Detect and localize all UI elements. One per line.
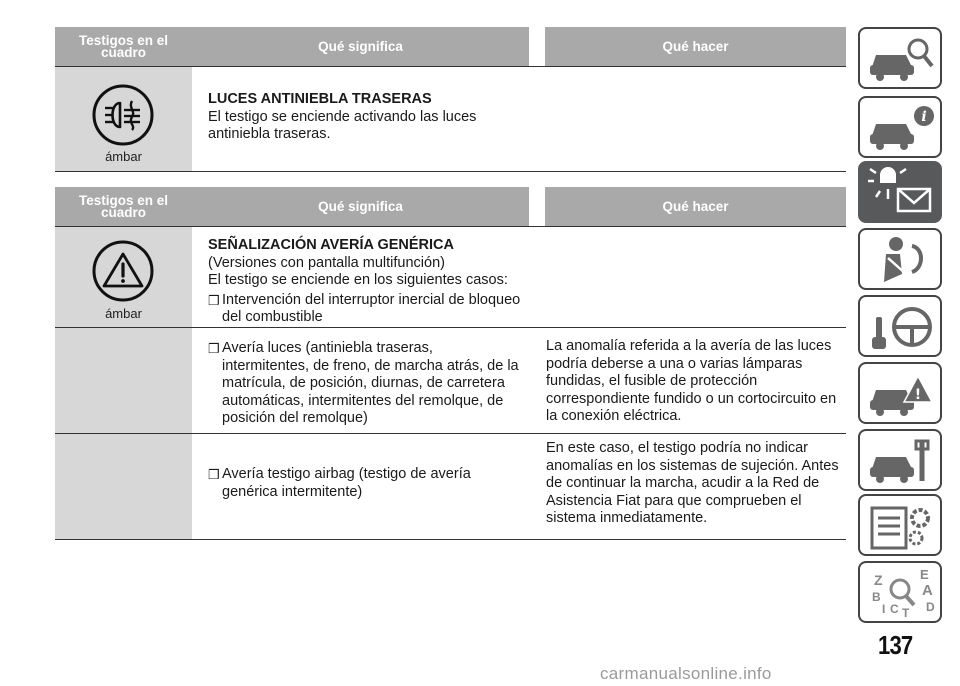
action-cell: En este caso, el testigo podría no indicar anomalías en los sistemas de sujeción. Antes de continuar la marcha, acudir a la Red de Asistencia Fiat para que comprueben el sistema inmediatamente. bbox=[546, 440, 839, 526]
warning-description: El testigo se enciende activando las luces antiniebla traseras. bbox=[208, 108, 477, 142]
tab-emergency[interactable] bbox=[858, 362, 942, 424]
page-number: 137 bbox=[878, 630, 913, 660]
table-header bbox=[55, 187, 846, 227]
icon-cell bbox=[55, 67, 192, 171]
checkbox-bullet-icon: ❒ bbox=[208, 341, 220, 356]
header-gap bbox=[529, 27, 545, 66]
index-letter: Z bbox=[874, 572, 883, 588]
table-row bbox=[55, 434, 846, 540]
header-action: Qué hacer bbox=[545, 27, 846, 66]
meaning-cell bbox=[192, 328, 529, 433]
index-letter: I bbox=[882, 602, 886, 616]
tab-car-info[interactable] bbox=[858, 96, 942, 158]
icon-color-label: ámbar bbox=[105, 149, 142, 164]
header-meaning: Qué significa bbox=[192, 27, 529, 66]
tab-index[interactable] bbox=[858, 561, 942, 623]
table-header bbox=[55, 27, 846, 67]
svg-text:i: i bbox=[921, 109, 927, 125]
header-action: Qué hacer bbox=[545, 187, 846, 226]
header-warning-lights: Testigos en el cuadro bbox=[55, 187, 192, 226]
table-row bbox=[55, 67, 846, 172]
tab-safety[interactable] bbox=[858, 228, 942, 290]
tab-starting-driving[interactable] bbox=[858, 295, 942, 357]
watermark: carmanualsonline.info bbox=[600, 664, 772, 683]
icon-color-label: ámbar bbox=[105, 306, 142, 321]
icon-cell bbox=[55, 434, 192, 539]
meaning-cell bbox=[192, 227, 529, 327]
checkbox-bullet-icon: ❒ bbox=[208, 467, 220, 482]
index-letter: A bbox=[922, 582, 933, 599]
meaning-cell bbox=[192, 434, 529, 539]
list-item: ❒ Intervención del interruptor inercial de bloqueo del combustible bbox=[208, 291, 521, 325]
warning-table-generic-failure bbox=[55, 187, 846, 540]
car-emergency-icon bbox=[866, 368, 936, 420]
warning-title: LUCES ANTINIEBLA TRASERAS bbox=[208, 91, 432, 107]
index-letter: T bbox=[902, 606, 910, 619]
version-note: (Versiones con pantalla multifunción) bbox=[208, 254, 445, 271]
icon-cell bbox=[55, 328, 192, 433]
index-letter: B bbox=[872, 590, 881, 604]
car-maintenance-icon bbox=[866, 435, 936, 487]
list-item: ❒ Avería testigo airbag (testigo de avería genérica intermitente) bbox=[208, 466, 471, 500]
index-letter: D bbox=[926, 600, 935, 614]
header-meaning: Qué significa bbox=[192, 187, 529, 226]
alphabetical-index-icon bbox=[866, 567, 936, 619]
index-letter: E bbox=[920, 567, 929, 582]
warning-table-rear-fog bbox=[55, 27, 846, 172]
technical-data-icon bbox=[866, 500, 936, 552]
generic-failure-icon bbox=[92, 240, 154, 302]
key-steering-wheel-icon bbox=[866, 301, 936, 353]
header-warning-lights: Testigos en el cuadro bbox=[55, 27, 192, 66]
rear-fog-light-icon bbox=[92, 84, 154, 146]
car-info-icon bbox=[866, 102, 936, 154]
warning-title: SEÑALIZACIÓN AVERÍA GENÉRICA bbox=[208, 237, 454, 253]
action-cell bbox=[529, 227, 846, 327]
warning-light-message-icon bbox=[866, 167, 936, 219]
icon-cell bbox=[55, 227, 192, 327]
checkbox-bullet-icon: ❒ bbox=[208, 292, 220, 308]
tab-technical-data[interactable] bbox=[858, 494, 942, 556]
list-item: ❒ Avería luces (antiniebla traseras, intermitentes, de freno, de marcha atrás, de la matrícula, de posición, diurnas, de carretera automáticas, intermitentes del remolque, de posición del remolque) bbox=[208, 340, 519, 426]
table-row bbox=[55, 328, 846, 434]
tab-maintenance[interactable] bbox=[858, 429, 942, 491]
tab-warning-lights[interactable] bbox=[858, 161, 942, 223]
tab-car-search[interactable] bbox=[858, 27, 942, 89]
action-cell: La anomalía referida a la avería de las luces podría deberse a una o varias lámparas fundidas, el fusible de protección correspondiente fundido o un cortocircuito en la conexión eléctrica. bbox=[546, 338, 837, 424]
svg-text:!: ! bbox=[914, 387, 922, 403]
meaning-cell bbox=[192, 67, 529, 171]
car-search-icon bbox=[866, 33, 936, 85]
warning-intro: El testigo se enciende en los siguientes casos: bbox=[208, 272, 508, 288]
action-cell bbox=[529, 67, 846, 171]
seat-airbag-icon bbox=[866, 234, 936, 286]
table-row bbox=[55, 227, 846, 328]
header-gap bbox=[529, 187, 545, 226]
index-letter: C bbox=[890, 602, 899, 616]
